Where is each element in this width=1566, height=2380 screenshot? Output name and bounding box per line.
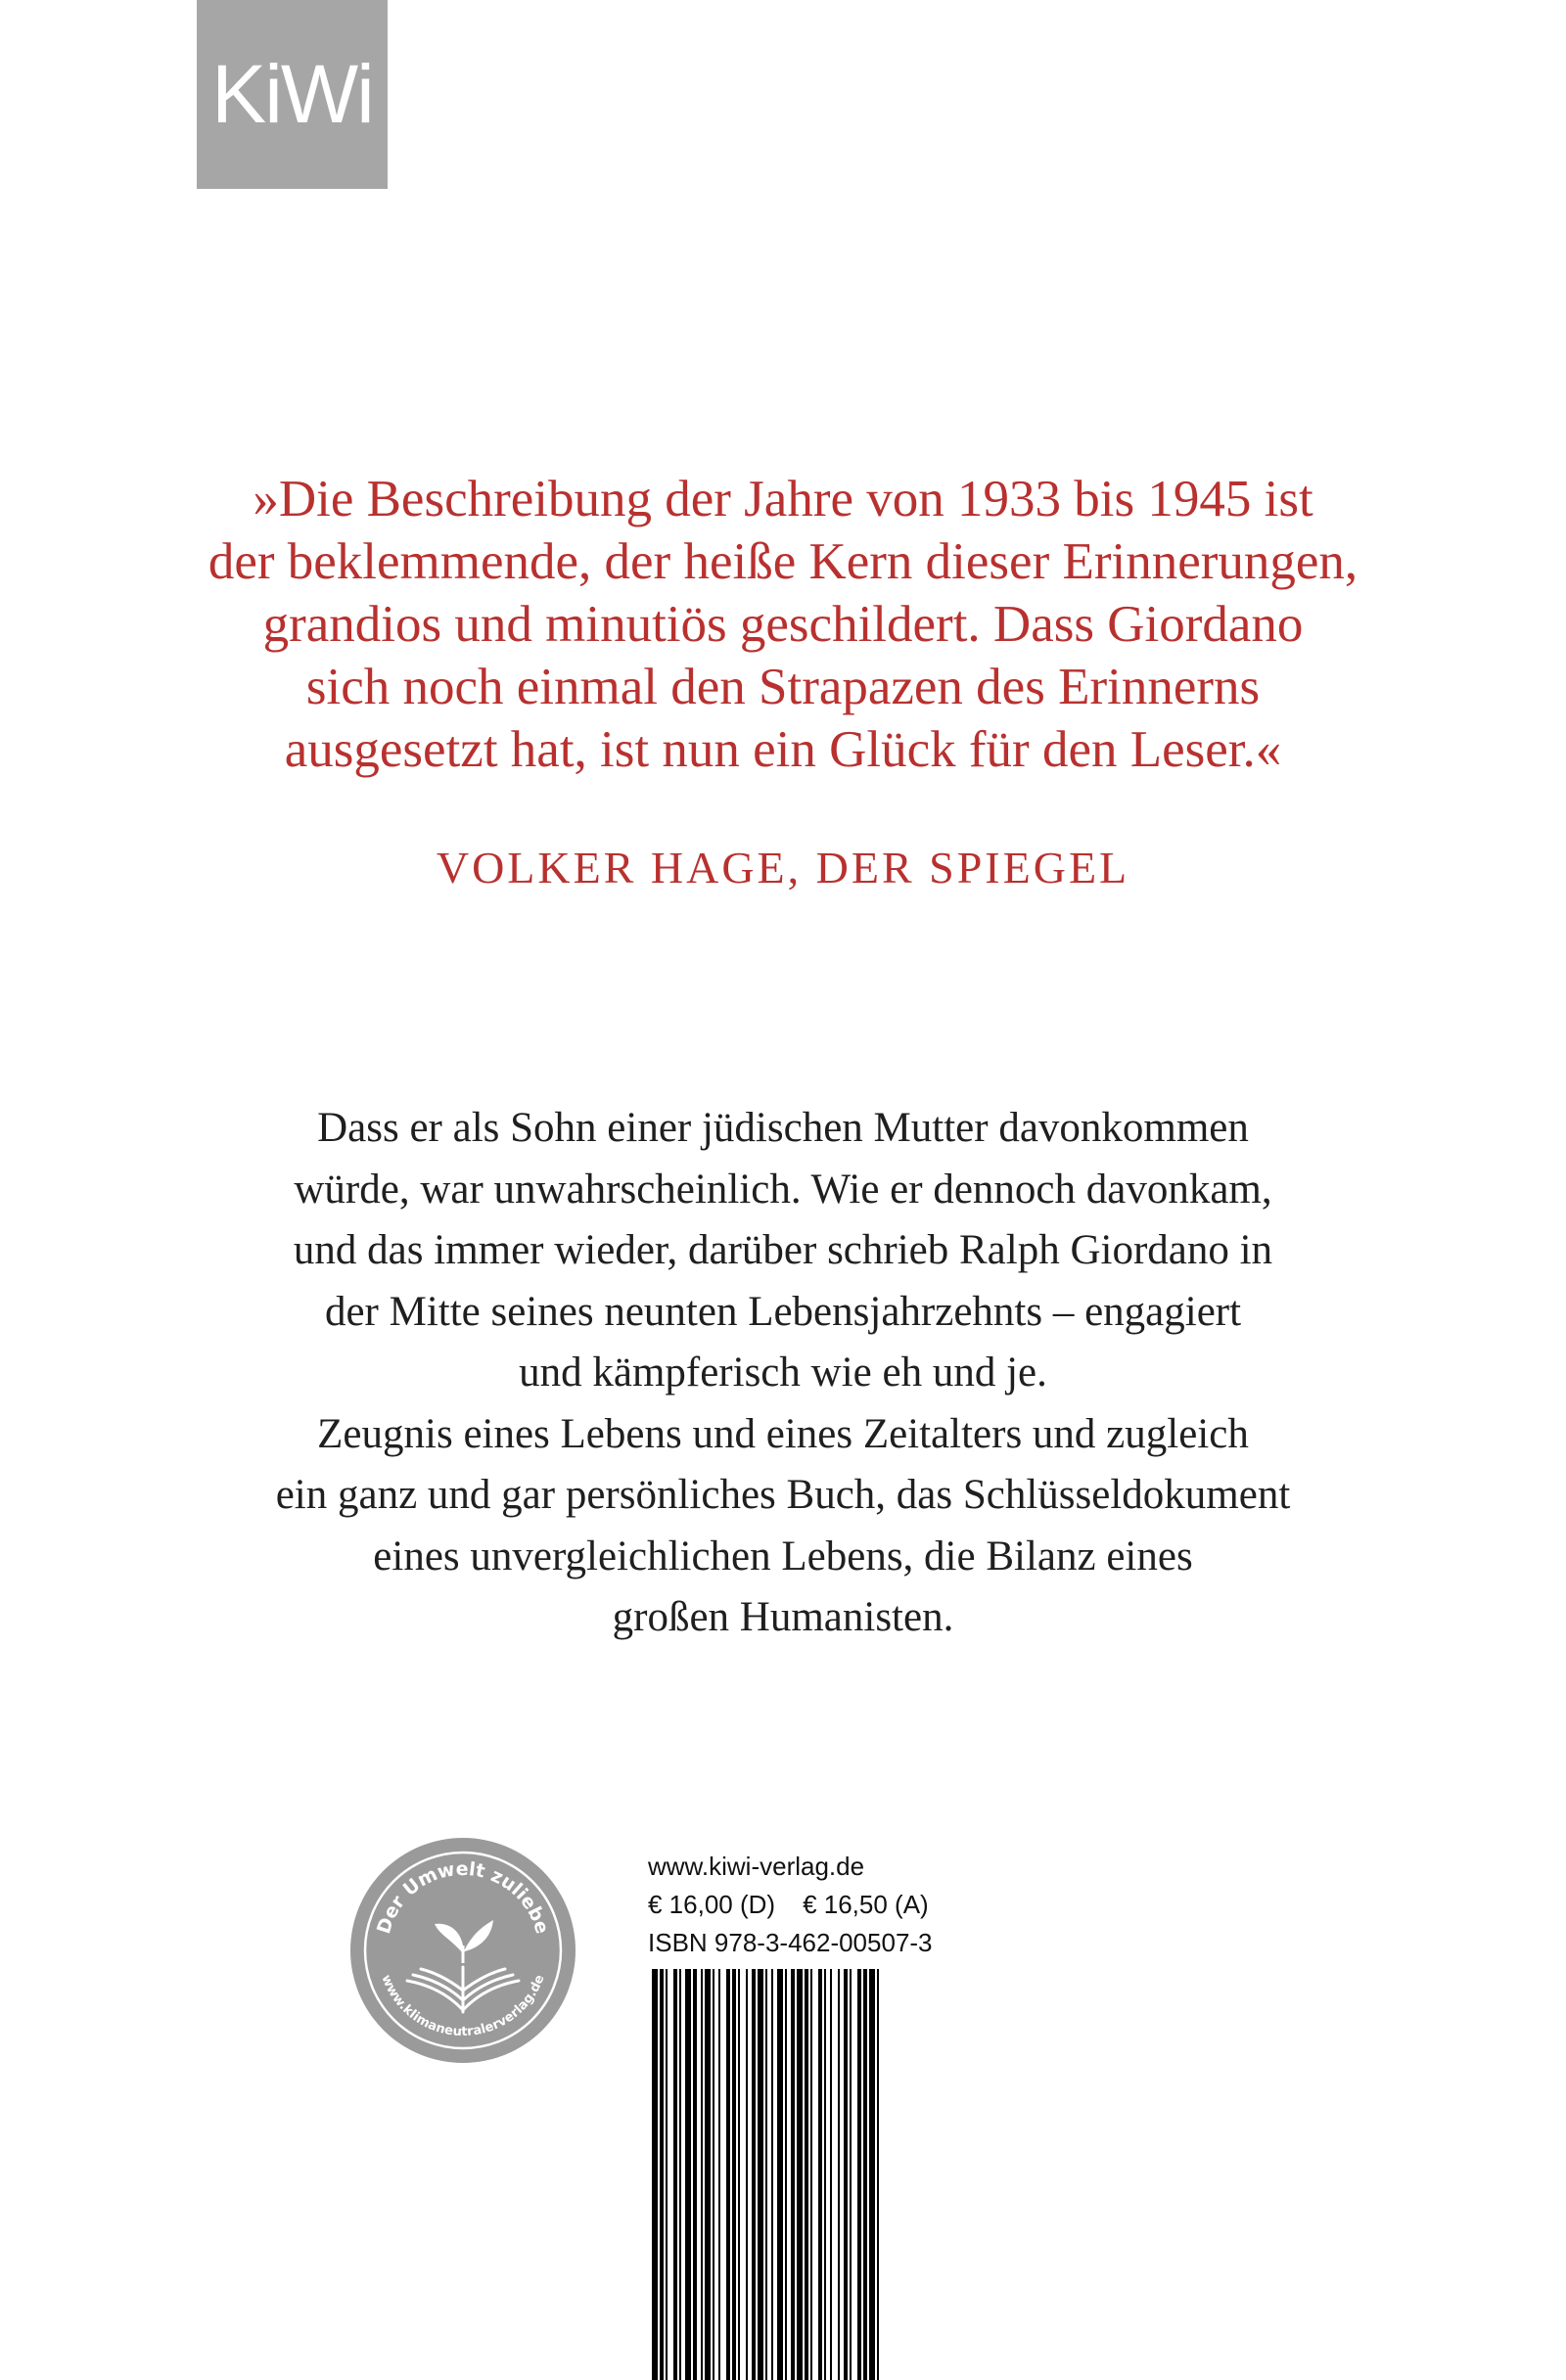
barcode-bar	[877, 1969, 879, 2380]
blurb-line: eines unvergleichlichen Lebens, die Bilanz eines	[373, 1533, 1193, 1579]
badge-bottom-text: www.klimaneutralerverlag.de	[378, 1972, 548, 2040]
blurb-line: ein ganz und gar persönliches Buch, das Schlüsseldokument	[275, 1472, 1291, 1518]
climate-badge-graphic	[350, 1838, 576, 2063]
barcode-bar	[797, 1969, 803, 2380]
publisher-logo: KiWi	[197, 0, 388, 189]
quote-line: grandios und minutiös geschildert. Dass Giordano	[262, 596, 1304, 653]
barcode-bar	[718, 1969, 720, 2380]
barcode-bar	[758, 1969, 763, 2380]
publisher-website: www.kiwi-verlag.de	[648, 1852, 865, 1881]
leaf-icon	[435, 1920, 493, 1963]
blurb-line: und kämpferisch wie eh und je.	[519, 1350, 1047, 1396]
barcode-bar	[765, 1969, 767, 2380]
barcode-bar	[673, 1969, 677, 2380]
badge-top-text: Der Umwelt zuliebe	[373, 1857, 553, 1937]
barcode-bar	[838, 1969, 840, 2380]
barcode-bar	[705, 1969, 711, 2380]
barcode-bar	[746, 1969, 748, 2380]
barcode-bar	[701, 1969, 703, 2380]
blurb-line: Dass er als Sohn einer jüdischen Mutter davonkommen	[317, 1105, 1249, 1151]
quote-attribution: VOLKER HAGE, DER SPIEGEL	[436, 843, 1130, 892]
book-info	[648, 1848, 971, 1962]
blurb-line: Zeugnis eines Lebens und eines Zeitalters und zugleich	[317, 1410, 1249, 1457]
quote-line: der beklemmende, der heiße Kern dieser Erinnerungen,	[207, 533, 1359, 590]
blurb-line: würde, war unwahrscheinlich. Wie er dennoch davonkam,	[294, 1166, 1272, 1213]
barcode	[648, 1969, 981, 2380]
barcode-bar	[752, 1969, 756, 2380]
barcode-bar	[685, 1969, 691, 2380]
barcode-bar	[785, 1969, 787, 2380]
blurb-line: und das immer wieder, darüber schrieb Ralph Giordano in	[293, 1227, 1273, 1273]
blurb-line: großen Humanisten.	[612, 1594, 954, 1640]
book-blurb	[117, 1098, 1449, 1649]
barcode-bar	[791, 1969, 795, 2380]
barcode-bar	[777, 1969, 783, 2380]
barcode-bar	[830, 1969, 832, 2380]
barcode-bar	[726, 1969, 730, 2380]
price-line	[648, 1886, 971, 1924]
climate-neutral-badge	[350, 1838, 576, 2063]
barcode-bar	[810, 1969, 812, 2380]
quote-line: ausgesetzt hat, ist nun ein Glück für den Leser.«	[284, 721, 1282, 778]
barcode-bar	[844, 1969, 848, 2380]
barcode-bar	[738, 1969, 740, 2380]
price-at: € 16,50 (A)	[803, 1890, 929, 1919]
quote-line: »Die Beschreibung der Jahre von 1933 bis 1945 ist	[253, 471, 1313, 527]
barcode-bar	[693, 1969, 697, 2380]
barcode-bar	[805, 1969, 808, 2380]
barcode-bar	[652, 1969, 658, 2380]
open-book-icon	[407, 1967, 519, 2012]
barcode-bar	[824, 1969, 826, 2380]
barcode-bar	[857, 1969, 861, 2380]
barcode-bar	[771, 1969, 773, 2380]
blurb-line: der Mitte seines neunten Lebensjahrzehnts – engagiert	[324, 1288, 1242, 1335]
price-de: € 16,00 (D)	[648, 1890, 776, 1919]
barcode-bar	[850, 1969, 852, 2380]
barcode-bar	[666, 1969, 668, 2380]
barcode-bar	[869, 1969, 875, 2380]
quote-line: sich noch einmal den Strapazen des Erinnerns	[305, 659, 1261, 715]
barcode-bar	[713, 1969, 714, 2380]
barcode-bar	[863, 1969, 867, 2380]
barcode-bar	[679, 1969, 681, 2380]
barcode-bar	[732, 1969, 736, 2380]
press-quote	[117, 468, 1449, 781]
isbn: ISBN 978-3-462-00507-3	[648, 1928, 933, 1957]
barcode-bar	[818, 1969, 822, 2380]
barcode-bar	[660, 1969, 664, 2380]
